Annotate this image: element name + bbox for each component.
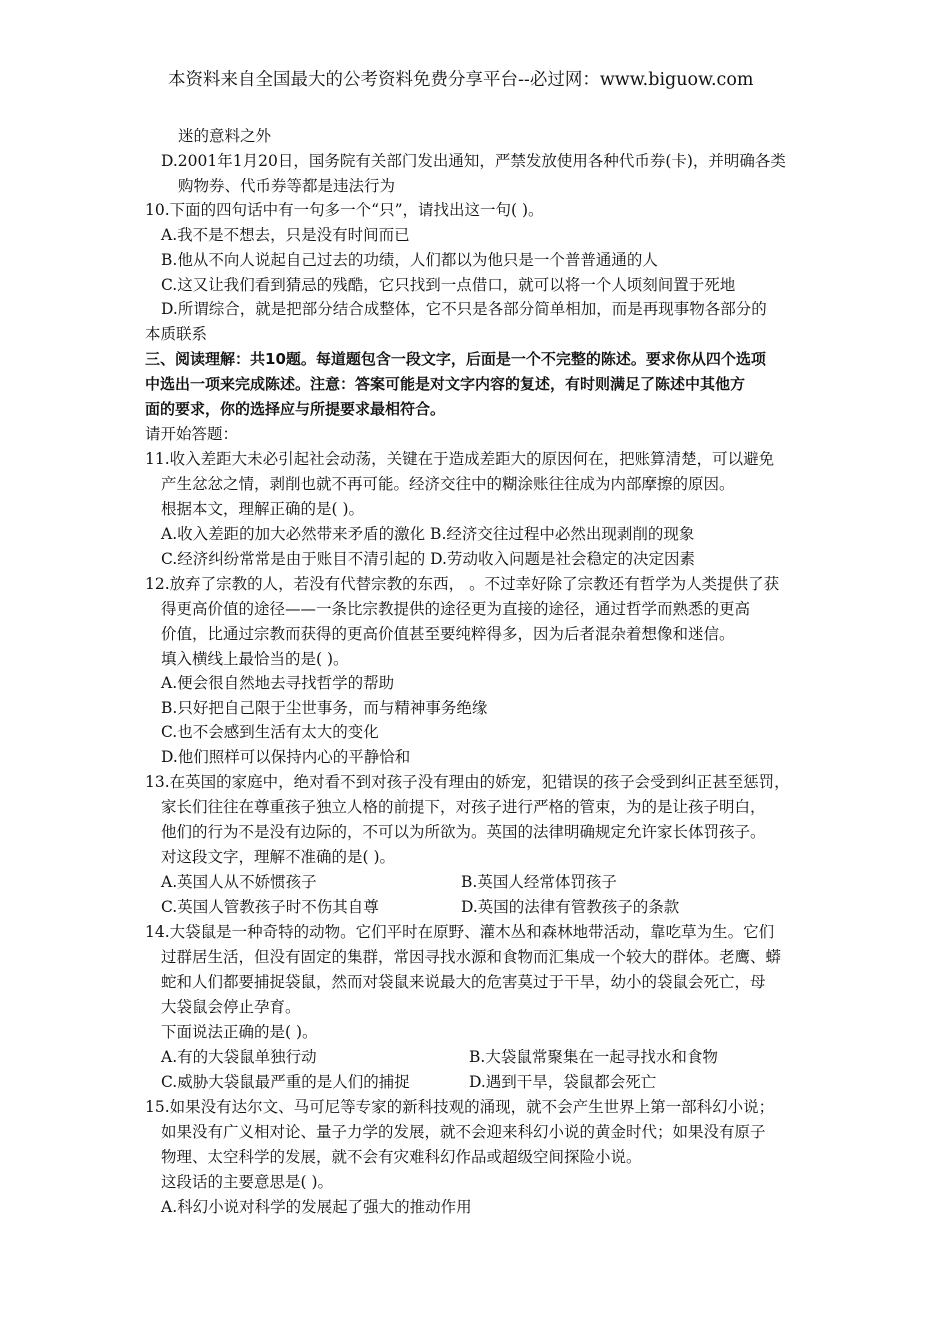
q10-option-c: C.这又让我们看到猜忌的残酷，它只找到一点借口，就可以将一个人顷刻间置于死地 [161, 276, 736, 294]
q13-passage-line2: 家长们往往在尊重孩子独立人格的前提下，对孩子进行严格的管束，为的是让孩子明白， [161, 798, 766, 816]
q13-passage-line1: 13.在英国的家庭中，绝对看不到对孩子没有理由的娇宠，犯错误的孩子会受到纠正甚至惩罚， [145, 773, 790, 791]
q14-option-a: A.有的大袋鼠单独行动 [161, 1048, 317, 1066]
q10-option-d-continued: 本质联系 [145, 325, 208, 343]
q14-option-b: B.大袋鼠常聚集在一起寻找水和食物 [469, 1048, 718, 1066]
q12-option-c: C.也不会感到生活有太大的变化 [161, 723, 379, 741]
q14-passage-line4: 大袋鼠会停止孕育。 [161, 998, 301, 1016]
q9-option-c-continued: 迷的意料之外 [178, 127, 272, 145]
page-header: 本资料来自全国最大的公考资料免费分享平台--必过网：www.biguow.com [168, 70, 754, 90]
section3-instructions-line2: 中选出一项来完成陈述。注意：答案可能是对文字内容的复述，有时则满足了陈述中其他方 [145, 375, 746, 393]
section3-instructions-line1: 三、阅读理解：共10题。每道题包含一段文字，后面是一个不完整的陈述。要求你从四个选项 [145, 350, 766, 368]
q15-passage-line3: 物理、太空科学的发展，就不会有灾难科幻作品或超级空间探险小说。 [161, 1148, 642, 1166]
q14-option-d: D.遇到干旱，袋鼠都会死亡 [469, 1073, 657, 1091]
q15-option-a: A.科幻小说对科学的发展起了强大的推动作用 [161, 1198, 472, 1216]
q13-option-c: C.英国人管教孩子时不伤其自尊 [161, 898, 379, 916]
q12-question: 填入横线上最恰当的是( )。 [161, 650, 349, 668]
q11-options-cd: C.经济纠纷常常是由于账目不清引起的 D.劳动收入问题是社会稳定的决定因素 [161, 550, 695, 568]
q9-option-d: D.2001年1月20日，国务院有关部门发出通知，严禁发放使用各种代币券(卡)，并明确各类 [161, 152, 786, 170]
section3-start: 请开始答题： [145, 425, 239, 443]
q11-passage-line1: 11.收入差距大未必引起社会动荡，关键在于造成差距大的原因何在，把账算清楚，可以避免 [145, 450, 775, 468]
q12-passage-line3: 价值，比通过宗教而获得的更高价值甚至要纯粹得多，因为后者混杂着想像和迷信。 [161, 625, 735, 643]
q15-passage-line1: 15.如果没有达尔文、马可尼等专家的新科技观的涌现，就不会产生世界上第一部科幻小说； [145, 1098, 775, 1116]
q11-passage-line2: 产生忿忿之情，剥削也就不再可能。经济交往中的糊涂账往往成为内部摩擦的原因。 [161, 475, 735, 493]
q10-stem: 10.下面的四句话中有一句多一个“只”，请找出这一句( )。 [145, 201, 544, 219]
q10-option-d: D.所谓综合，就是把部分结合成整体，它不只是各部分简单相加，而是再现事物各部分的 [161, 300, 767, 318]
q11-question: 根据本文，理解正确的是( )。 [161, 500, 365, 518]
q14-passage-line1: 14.大袋鼠是一种奇特的动物。它们平时在原野、灌木丛和森林地带活动，靠吃草为生。它们 [145, 923, 775, 941]
q13-question: 对这段文字，理解不准确的是( )。 [161, 848, 396, 866]
q9-option-d-continued: 购物券、代币券等都是违法行为 [178, 177, 396, 195]
q14-passage-line3: 蛇和人们都要捕捉袋鼠，然而对袋鼠来说最大的危害莫过于干旱，幼小的袋鼠会死亡，母 [161, 973, 766, 991]
q13-option-d: D.英国的法律有管教孩子的条款 [461, 898, 680, 916]
q13-passage-line3: 他们的行为不是没有边际的，不可以为所欲为。英国的法律明确规定允许家长体罚孩子。 [161, 823, 766, 841]
q13-option-b: B.英国人经常体罚孩子 [461, 873, 617, 891]
q12-passage-line2: 得更高价值的途径——一条比宗教提供的途径更为直接的途径，通过哲学而熟悉的更高 [161, 600, 751, 618]
q15-passage-line2: 如果没有广义相对论、量子力学的发展，就不会迎来科幻小说的黄金时代；如果没有原子 [161, 1123, 766, 1141]
q10-option-a: A.我不是不想去，只是没有时间而已 [161, 226, 410, 244]
section3-instructions-line3: 面的要求，你的选择应与所提要求最相符合。 [145, 400, 446, 418]
q14-option-c: C.威胁大袋鼠最严重的是人们的捕捉 [161, 1073, 410, 1091]
q12-passage-line1: 12.放弃了宗教的人，若没有代替宗教的东西， 。不过幸好除了宗教还有哲学为人类提供了获 [145, 575, 780, 593]
q14-passage-line2: 过群居生活，但没有固定的集群，常因寻找水源和食物而汇集成一个较大的群体。老鹰、蟒 [161, 948, 782, 966]
q10-option-b: B.他从不向人说起自己过去的功绩，人们都以为他只是一个普普通通的人 [161, 251, 658, 269]
q15-question: 这段话的主要意思是( )。 [161, 1173, 334, 1191]
q14-question: 下面说法正确的是( )。 [161, 1023, 318, 1041]
q11-options-ab: A.收入差距的加大必然带来矛盾的激化 B.经济交往过程中必然出现剥削的现象 [161, 525, 695, 543]
q12-option-d: D.他们照样可以保持内心的平静恰和 [161, 748, 411, 766]
q12-option-b: B.只好把自己限于尘世事务，而与精神事务绝缘 [161, 699, 488, 717]
q12-option-a: A.便会很自然地去寻找哲学的帮助 [161, 674, 395, 692]
q13-option-a: A.英国人从不娇惯孩子 [161, 873, 317, 891]
